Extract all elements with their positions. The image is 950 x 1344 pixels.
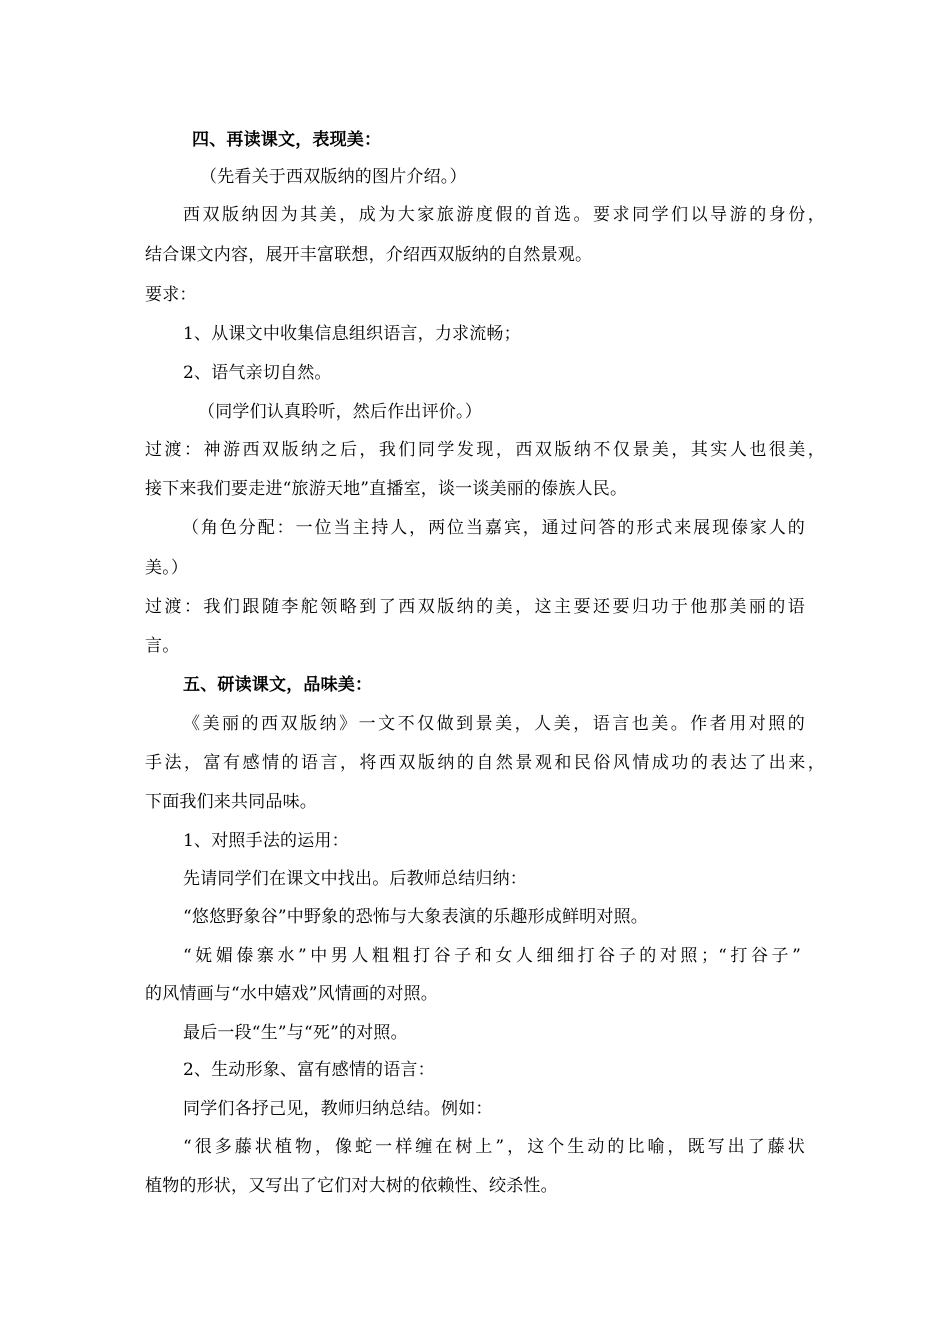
paragraph-line: 过渡：神游西双版纳之后，我们同学发现，西双版纳不仅景美，其实人也很美， [145,440,825,460]
paragraph-line: 美。） [145,558,189,578]
list-item: 1、从课文中收集信息组织语言，力求流畅； [183,324,521,344]
list-item: 2、生动形象、富有感情的语言： [183,1060,435,1080]
list-item: 2、语气亲切自然。 [183,363,332,383]
paragraph-line: 西双版纳因为其美，成为大家旅游度假的首选。要求同学们以导游的身份， [183,205,825,225]
paragraph-line: 过渡：我们跟随李舵领略到了西双版纳的美，这主要还要归功于他那美丽的语 [145,597,805,617]
section-heading-4: 四、再读课文，表现美： [192,130,382,150]
paragraph-line: 植物的形状，又写出了它们对大树的依赖性、绞杀性。 [145,1176,558,1196]
paragraph-line: “妩媚傣寨水”中男人粗粗打谷子和女人细细打谷子的对照；“打谷子” [183,946,801,966]
paragraph-line: 先请同学们在课文中找出。后教师总结归纳： [183,869,527,889]
paragraph-line: （先看关于西双版纳的图片介绍。） [200,167,467,187]
paragraph-line: 接下来我们要走进“旅游天地”直播室，谈一谈美丽的傣族人民。 [145,479,628,499]
paragraph-line: 手法，富有感情的语言，将西双版纳的自然景观和民俗风情成功的表达了出来， [145,753,825,773]
paragraph-line: 言。 [145,636,180,656]
paragraph-line: 下面我们来共同品味。 [145,792,317,812]
paragraph-line: 《美丽的西双版纳》一文不仅做到景美，人美，语言也美。作者用对照的 [183,714,805,734]
paragraph-line: 的风情画与“水中嬉戏”风情画的对照。 [145,984,438,1004]
paragraph-line: 要求： [145,285,197,305]
section-heading-5: 五、研读课文，品味美： [183,675,373,695]
paragraph-line: （角色分配：一位当主持人，两位当嘉宾，通过问答的形式来展现傣家人的 [182,518,805,538]
paragraph-line: “悠悠野象谷”中野象的恐怖与大象表演的乐趣形成鲜明对照。 [183,907,648,927]
paragraph-line: “很多藤状植物，像蛇一样缠在树上”，这个生动的比喻，既写出了藤状 [183,1137,805,1157]
paragraph-line: 最后一段“生”与“死”的对照。 [183,1023,408,1043]
paragraph-line: （同学们认真聆听，然后作出评价。） [198,402,482,422]
paragraph-line: 同学们各抒己见，教师归纳总结。例如： [183,1099,493,1119]
list-item: 1、对照手法的运用： [183,831,349,851]
paragraph-line: 结合课文内容，展开丰富联想，介绍西双版纳的自然景观。 [145,245,593,265]
